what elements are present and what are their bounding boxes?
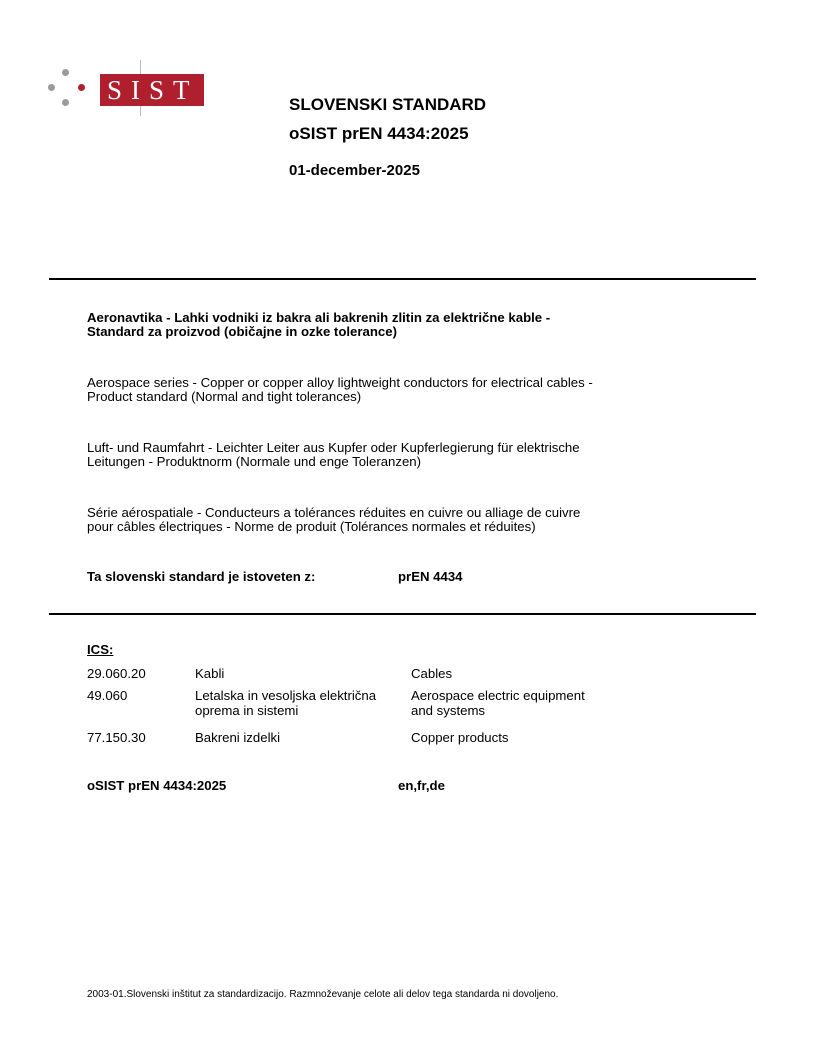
ics-code: 49.060 — [87, 688, 128, 703]
title-english-line2: Product standard (Normal and tight tolerances) — [87, 389, 362, 404]
ics-code: 29.060.20 — [87, 666, 146, 681]
ics-heading: ICS: — [87, 642, 114, 657]
title-slovenian-line2: Standard za proizvod (običajne in ozke tolerance) — [87, 324, 397, 339]
ics-desc-en: Aerospace electric equipment and systems — [411, 688, 585, 718]
logo-dot-icon — [62, 69, 69, 76]
title-german-line1: Luft- und Raumfahrt - Leichter Leiter aus Kupfer oder Kupferlegierung für elektrische — [87, 440, 580, 455]
copyright-footer: 2003-01.Slovenski inštitut za standardizacijo. Razmnoževanje celote ali delov tega standarda ni dovoljeno. — [87, 989, 559, 1000]
logo-dot-icon — [48, 84, 55, 91]
identical-label: Ta slovenski standard je istoveten z: — [87, 569, 316, 584]
title-english-line1: Aerospace series - Copper or copper alloy lightweight conductors for electrical cables - — [87, 375, 593, 390]
ics-desc-en: Copper products — [411, 730, 509, 745]
title-german-line2: Leitungen - Produktnorm (Normale und enge Toleranzen) — [87, 454, 422, 469]
title-english — [87, 376, 727, 404]
title-slovenian-line1: Aeronavtika - Lahki vodniki iz bakra ali bakrenih zlitin za električne kable - — [87, 310, 551, 325]
ics-desc-en: Cables — [411, 666, 453, 681]
ics-code: 77.150.30 — [87, 730, 146, 745]
document-code: oSIST prEN 4434:2025 — [289, 124, 469, 143]
logo-dot-icon — [62, 99, 69, 106]
title-french — [87, 506, 727, 534]
ics-desc-si: Bakreni izdelki — [195, 730, 281, 745]
bottom-code-line — [87, 779, 727, 793]
top-divider — [49, 278, 756, 280]
logo-dot-icon — [78, 84, 85, 91]
ics-desc-si: Kabli — [195, 666, 225, 681]
title-french-line2: pour câbles électriques - Norme de produit (Tolérances normales et réduites) — [87, 519, 536, 534]
bottom-languages: en,fr,de — [398, 778, 445, 793]
document-type-title: SLOVENSKI STANDARD — [289, 95, 487, 114]
bottom-document-code: oSIST prEN 4434:2025 — [87, 778, 227, 793]
logo-wordmark: SIST — [100, 74, 204, 106]
title-french-line1: Série aérospatiale - Conducteurs a tolérances réduites en cuivre ou alliage de cuivre — [87, 505, 581, 520]
document-date: 01-december-2025 — [289, 162, 420, 179]
title-slovenian — [87, 311, 727, 339]
title-german — [87, 441, 727, 469]
bottom-divider — [49, 613, 756, 615]
identical-statement — [87, 570, 727, 584]
ics-desc-si: Letalska in vesoljska električna oprema in sistemi — [195, 688, 377, 718]
identical-value: prEN 4434 — [398, 569, 463, 584]
